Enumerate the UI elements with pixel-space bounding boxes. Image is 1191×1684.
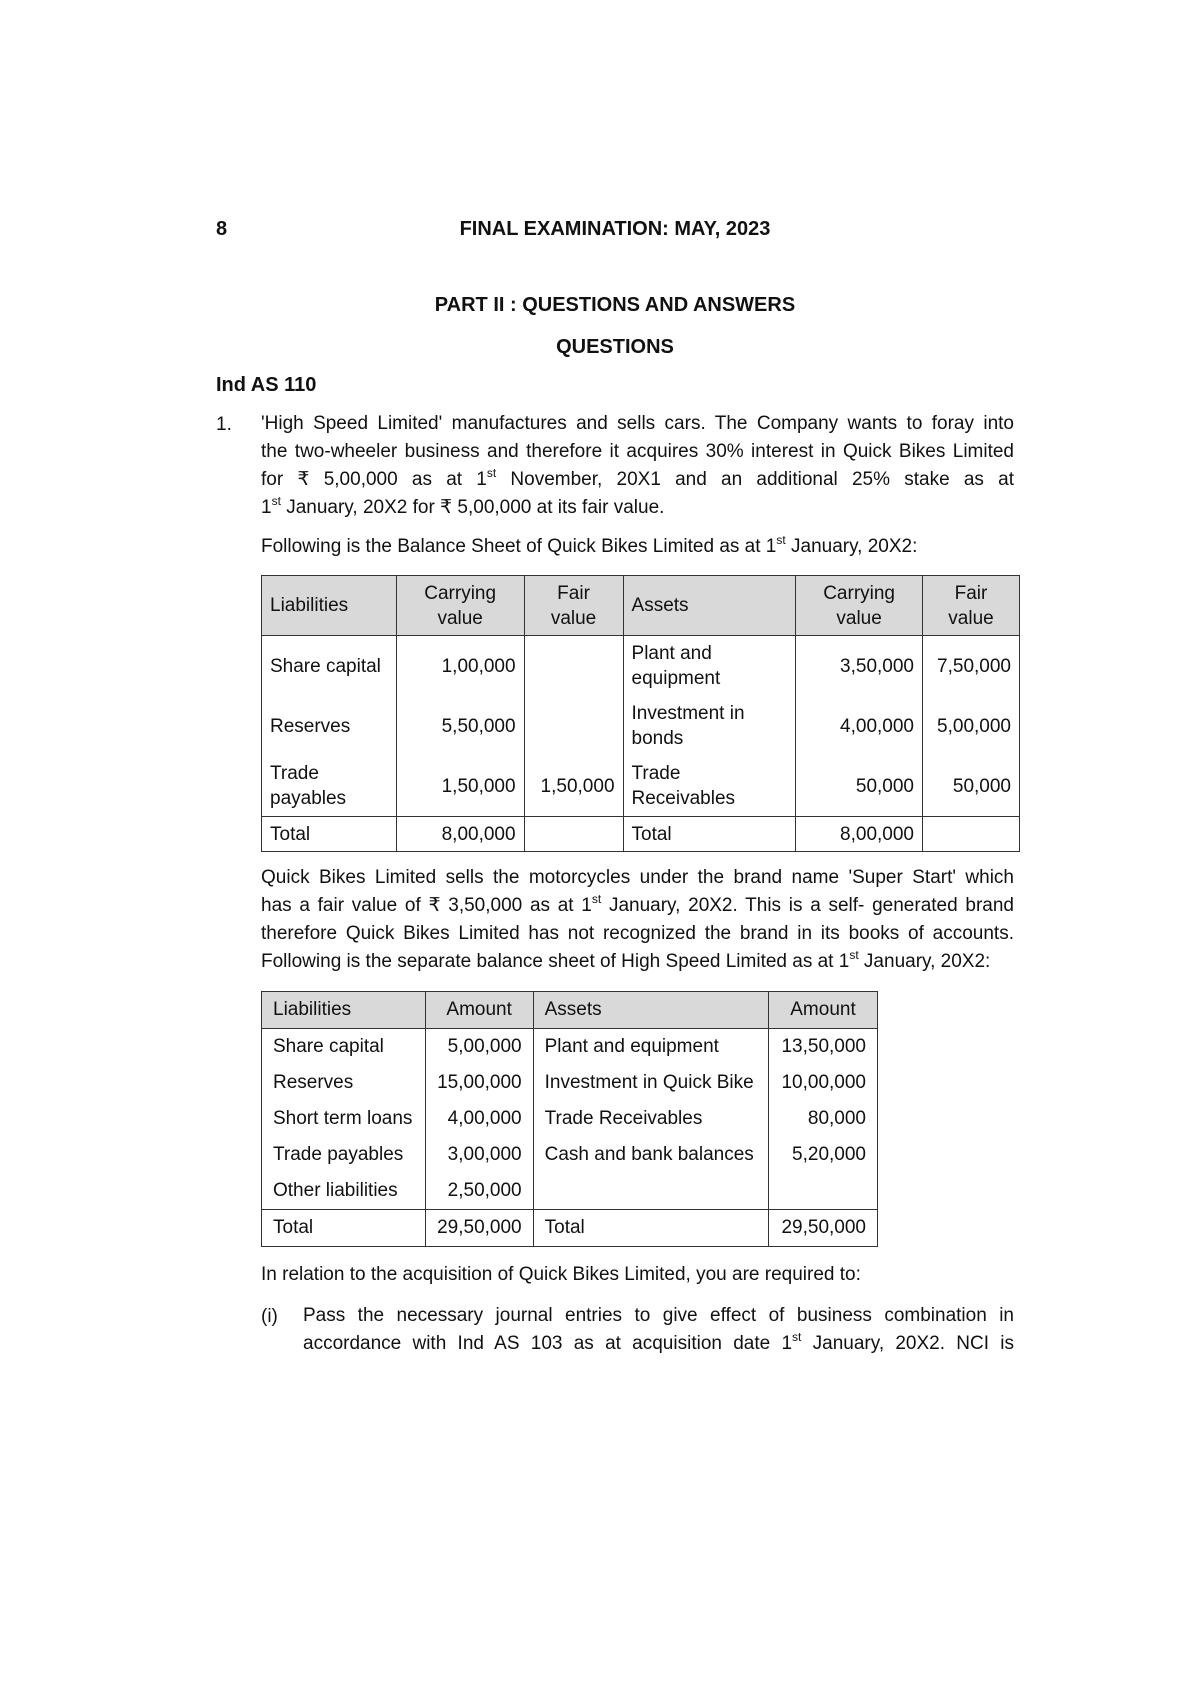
column-header: Liabilities [262,992,426,1029]
table-header-row [262,576,1020,636]
sub-question-label: (i) [261,1306,278,1327]
table-cell: 50,000 [796,756,923,817]
table-cell [524,817,623,852]
table-cell: 8,00,000 [796,817,923,852]
brand-line: Quick Bikes Limited sells the motorcycles under the brand name 'Super Start' which [261,867,1014,888]
table-row [262,1065,878,1101]
column-header: Fair value [524,576,623,636]
high-speed-balance-sheet [261,991,878,1247]
part-title: PART II : QUESTIONS AND ANSWERS [434,294,796,316]
intro-line: 'High Speed Limited' manufactures and sells cars. The Company wants to foray into [261,413,1014,434]
table-cell: 1,50,000 [396,756,524,817]
table-header-row [262,992,878,1029]
table-cell: 1,00,000 [396,636,524,697]
intro-line: the two-wheeler business and therefore it acquires 30% interest in Quick Bikes Limited [261,441,1014,462]
table-cell: 5,00,000 [923,696,1020,756]
table-cell: 2,50,000 [425,1173,533,1210]
section-heading: Ind AS 110 [216,374,317,396]
table-total-row [262,1210,878,1247]
column-header: Assets [623,576,796,636]
table-row [262,1029,878,1066]
column-header: Amount [768,992,877,1029]
table-cell: Short term loans [262,1101,426,1137]
table-cell: 29,50,000 [425,1210,533,1247]
column-header: Assets [533,992,768,1029]
question-intro [261,410,1014,522]
table-row [262,756,1020,817]
column-header: Carrying value [796,576,923,636]
brand-paragraph [261,864,1014,976]
table-cell: 1,50,000 [524,756,623,817]
table-cell: Share capital [262,636,397,697]
table-cell: 3,50,000 [796,636,923,697]
table-cell: 3,00,000 [425,1137,533,1173]
table-cell: 50,000 [923,756,1020,817]
column-header: Carrying value [396,576,524,636]
table-cell: 5,00,000 [425,1029,533,1066]
table-cell: Total [533,1210,768,1247]
table-cell: Cash and bank balances [533,1137,768,1173]
table-cell: Reserves [262,696,397,756]
table-row [262,1101,878,1137]
table-row [262,1173,878,1210]
table-cell [768,1173,877,1210]
table-cell: Reserves [262,1065,426,1101]
required-intro: In relation to the acquisition of Quick Bikes Limited, you are required to: [261,1264,861,1285]
table-cell [533,1173,768,1210]
table-cell: Total [623,817,796,852]
sub-question-text [303,1302,1014,1358]
table-cell: 5,50,000 [396,696,524,756]
sub-question-line: accordance with Ind AS 103 as at acquisition date 1st January, 20X2. NCI is [303,1330,1014,1354]
table-cell: Investment in Quick Bike [533,1065,768,1101]
table-cell: Investment in bonds [623,696,796,756]
table-cell: 5,20,000 [768,1137,877,1173]
table-cell: Share capital [262,1029,426,1066]
table-cell [923,817,1020,852]
intro-line: 1st January, 20X2 for ₹ 5,00,000 at its fair value. [261,494,665,518]
brand-line: Following is the separate balance sheet of High Speed Limited as at 1st January, 20X2: [261,948,991,972]
page-header: FINAL EXAMINATION: MAY, 2023 [459,218,771,240]
table-cell [524,696,623,756]
brand-line: therefore Quick Bikes Limited has not recognized the brand in its books of accounts. [261,923,1014,944]
table-cell: Trade Receivables [623,756,796,817]
table-row [262,636,1020,697]
table-cell: 4,00,000 [425,1101,533,1137]
balance-sheet-intro: Following is the Balance Sheet of Quick Bikes Limited as at 1st January, 20X2: [261,533,918,557]
intro-line: for ₹ 5,00,000 as at 1st November, 20X1 and an additional 25% stake as at [261,466,1015,490]
page-number: 8 [216,218,228,240]
column-header: Fair value [923,576,1020,636]
table-cell: Trade payables [262,1137,426,1173]
sub-question-line: Pass the necessary journal entries to give effect of business combination in [303,1305,1014,1326]
table-total-row [262,817,1020,852]
table-cell: Plant and equipment [623,636,796,697]
column-header: Liabilities [262,576,397,636]
table-cell: 15,00,000 [425,1065,533,1101]
table-cell: Plant and equipment [533,1029,768,1066]
questions-title: QUESTIONS [556,336,674,358]
question-number: 1. [216,414,232,435]
table-cell [524,636,623,697]
table-cell: 13,50,000 [768,1029,877,1066]
table-cell: Trade payables [262,756,397,817]
table-cell: 29,50,000 [768,1210,877,1247]
table-cell: 7,50,000 [923,636,1020,697]
table-row [262,1137,878,1173]
table-cell: 4,00,000 [796,696,923,756]
table-cell: 10,00,000 [768,1065,877,1101]
column-header: Amount [425,992,533,1029]
table-row [262,696,1020,756]
quick-bikes-balance-sheet [261,575,1020,852]
table-cell: Other liabilities [262,1173,426,1210]
table-cell: Total [262,817,397,852]
brand-line: has a fair value of ₹ 3,50,000 as at 1st January, 20X2. This is a self- generated brand [261,892,1014,916]
table-cell: Total [262,1210,426,1247]
table-cell: 8,00,000 [396,817,524,852]
table-cell: 80,000 [768,1101,877,1137]
table-cell: Trade Receivables [533,1101,768,1137]
